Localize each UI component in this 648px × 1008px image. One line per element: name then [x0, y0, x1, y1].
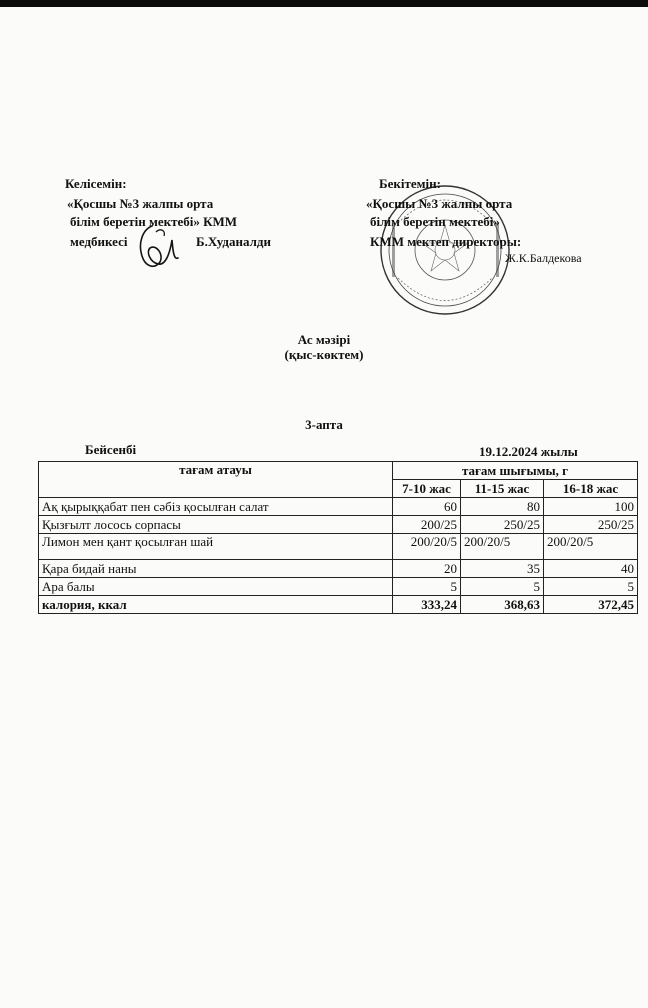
- agreed-school-line2: білім беретін мектебі» КММ: [70, 214, 238, 229]
- table-row: [39, 578, 638, 596]
- calories-16-18: 372,45: [544, 596, 638, 614]
- dish-name: Қара бидай наны: [39, 560, 393, 578]
- portion-7-10: 200/20/5: [393, 534, 461, 560]
- portion-16-18: 200/20/5: [544, 534, 638, 560]
- header-dish-name: тағам атауы: [39, 462, 393, 498]
- approved-title: Бекітемін:: [379, 176, 441, 191]
- scan-top-edge: [0, 0, 648, 7]
- nurse-signature-icon: [134, 222, 182, 274]
- portion-11-15: 35: [461, 560, 544, 578]
- agreed-role: медбикесі: [70, 234, 128, 249]
- dish-name: Қызғылт лосось сорпасы: [39, 516, 393, 534]
- portion-7-10: 5: [393, 578, 461, 596]
- table-total-row: [39, 596, 638, 614]
- approved-role: КММ мектеп директоры:: [370, 234, 522, 249]
- menu-season: (қыс-көктем): [284, 347, 364, 362]
- menu-table: [38, 461, 638, 614]
- dish-name: Ара балы: [39, 578, 393, 596]
- table-row: [39, 516, 638, 534]
- table-header-row: [39, 462, 638, 480]
- table-row: [39, 534, 638, 560]
- agreed-name: Б.Худаналди: [196, 234, 271, 249]
- approved-school-line1: «Қосшы №3 жалпы орта: [366, 196, 513, 211]
- portion-16-18: 100: [544, 498, 638, 516]
- table-row: [39, 560, 638, 578]
- portion-7-10: 20: [393, 560, 461, 578]
- portion-11-15: 250/25: [461, 516, 544, 534]
- total-label: калория, ккал: [39, 596, 393, 614]
- week-label: 3-апта: [305, 417, 343, 432]
- table-row: [39, 498, 638, 516]
- header-output: тағам шығымы, г: [393, 462, 638, 480]
- dish-name: Лимон мен қант қосылған шай: [39, 534, 393, 560]
- portion-11-15: 80: [461, 498, 544, 516]
- dish-name: Ақ қырыққабат пен сәбіз қосылған салат: [39, 498, 393, 516]
- portion-16-18: 40: [544, 560, 638, 578]
- calories-7-10: 333,24: [393, 596, 461, 614]
- agreed-title: Келісемін:: [65, 176, 127, 191]
- calories-11-15: 368,63: [461, 596, 544, 614]
- portion-11-15: 200/20/5: [461, 534, 544, 560]
- portion-7-10: 200/25: [393, 516, 461, 534]
- portion-16-18: 250/25: [544, 516, 638, 534]
- header-age-7-10: 7-10 жас: [393, 480, 461, 498]
- portion-7-10: 60: [393, 498, 461, 516]
- day-label: Бейсенбі: [85, 442, 137, 457]
- header-age-11-15: 11-15 жас: [461, 480, 544, 498]
- menu-title: Ас мәзірі: [297, 332, 351, 347]
- approved-name: Ж.К.Балдекова: [505, 251, 582, 265]
- date-label: 19.12.2024 жылы: [479, 444, 578, 459]
- portion-16-18: 5: [544, 578, 638, 596]
- agreed-school-line1: «Қосшы №3 жалпы орта: [67, 196, 214, 211]
- portion-11-15: 5: [461, 578, 544, 596]
- approved-school-line2: білім беретін мектебі»: [370, 214, 500, 229]
- header-age-16-18: 16-18 жас: [544, 480, 638, 498]
